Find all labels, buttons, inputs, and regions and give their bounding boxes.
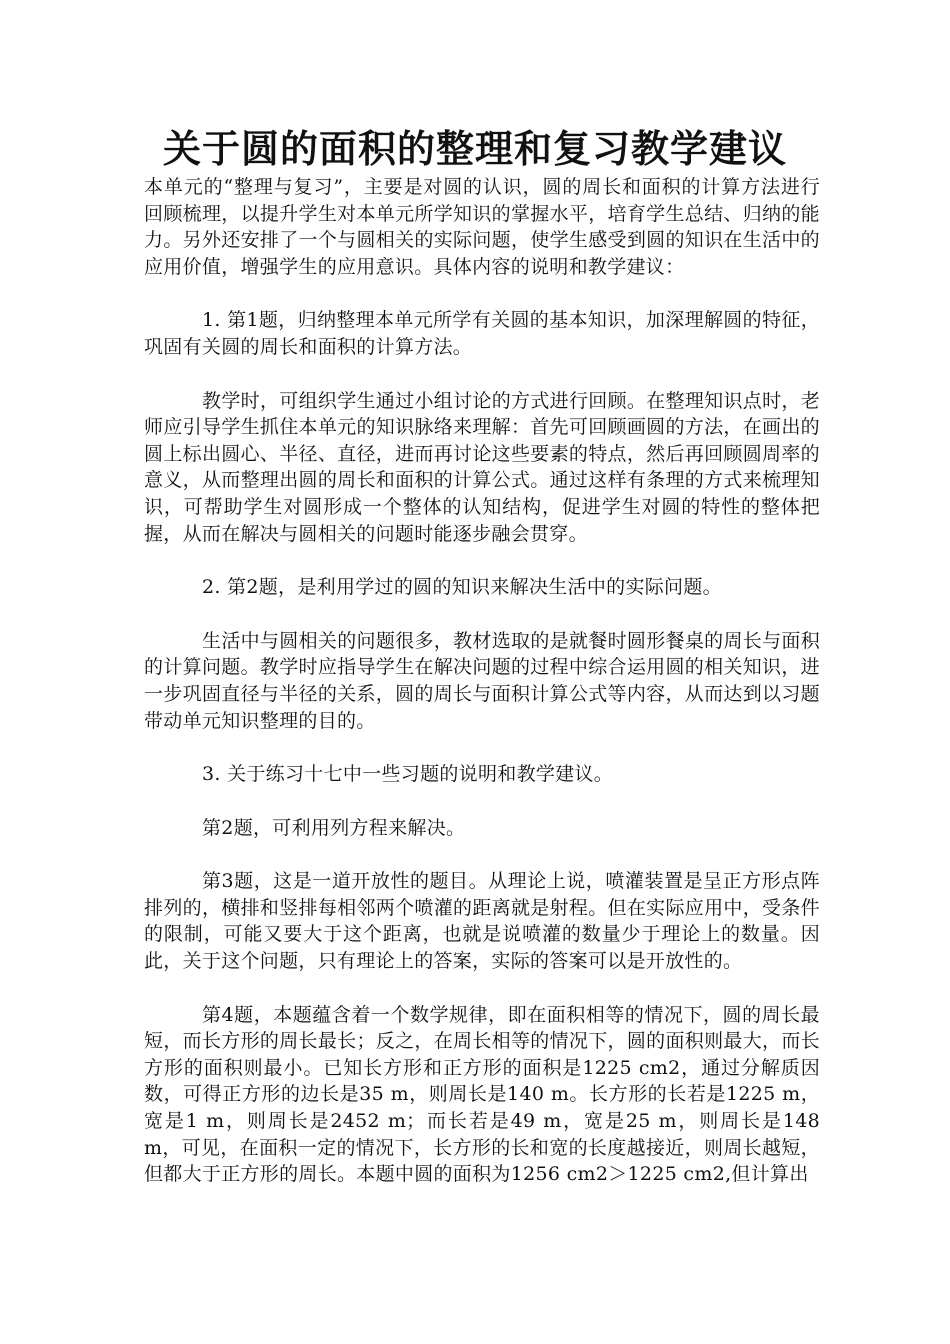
exercise-2-paragraph: 第2题，可利用列方程来解决。 [202,816,466,839]
item-2-paragraph: 2. 第2题，是利用学过的圆的知识来解决生活中的实际问题。 [202,576,722,599]
item-3-paragraph: 3. 关于练习十七中一些习题的说明和教学建议。 [202,763,614,786]
real-life-paragraph: 生活中与圆相关的问题很多，教材选取的是就餐时圆形餐桌的周长与面积的计算问题。教学时应指导学生在解决问题的过程中综合运用圆的相关知识，进一步巩固直径与半径的关系，圆的周长与面积计算公式等内容，从而达到以习题带动单元知识整理的目的。 [144,629,820,732]
teaching-method-paragraph: 教学时，可组织学生通过小组讨论的方式进行回顾。在整理知识点时，老师应引导学生抓住本单元的知识脉络来理解：首先可回顾画圆的方法，在画出的圆上标出圆心、半径、直径，进而再讨论这些要素的特点，然后再回顾圆周率的意义，从而整理出圆的周长和面积的计算公式。通过这样有条理的方式来梳理知识，可帮助学生对圆形成一个整体的认知结构，促进学生对圆的特性的整体把握，从而在解决与圆相关的问题时能逐步融会贯穿。 [144,389,820,545]
exercise-4-paragraph: 第4题，本题蕴含着一个数学规律，即在面积相等的情况下，圆的周长最短，而长方形的周长最长；反之，在周长相等的情况下，圆的面积则最大，而长方形的面积则最小。已知长方形和正方形的面积是1225 cm2，通过分解质因数，可得正方形的边长是35 m，则周长是140 m。长方形的长若是1225 m，宽是1 m，则周长是2452 m；而长若是49 m，宽是25 m，则周长是148 m，可见，在面积一定的情况下，长方形的长和宽的长度越接近，则周长越短，但都大于正方形的周长。本题中圆的面积为1256 cm2＞1225 cm2,但计算出 [144,1003,820,1186]
document-title: 关于圆的面积的整理和复习教学建议 [162,126,787,171]
item-1-paragraph: 1. 第1题，归纳整理本单元所学有关圆的基本知识，加深理解圆的特征，巩固有关圆的周长和面积的计算方法。 [144,309,820,358]
intro-paragraph: 本单元的“整理与复习”，主要是对圆的认识，圆的周长和面积的计算方法进行回顾梳理，以提升学生对本单元所学知识的掌握水平，培育学生总结、归纳的能力。另外还安排了一个与圆相关的实际问题，使学生感受到圆的知识在生活中的应用价值，增强学生的应用意识。具体内容的说明和教学建议： [144,176,820,278]
exercise-3-paragraph: 第3题，这是一道开放性的题目。从理论上说，喷灌装置是呈正方形点阵排列的，横排和竖排每相邻两个喷灌的距离就是射程。但在实际应用中，受条件的限制，可能又要大于这个距离，也就是说喷灌的数量少于理论上的数量。因此，关于这个问题，只有理论上的答案，实际的答案可以是开放性的。 [144,870,820,973]
document-body [144,174,820,1215]
